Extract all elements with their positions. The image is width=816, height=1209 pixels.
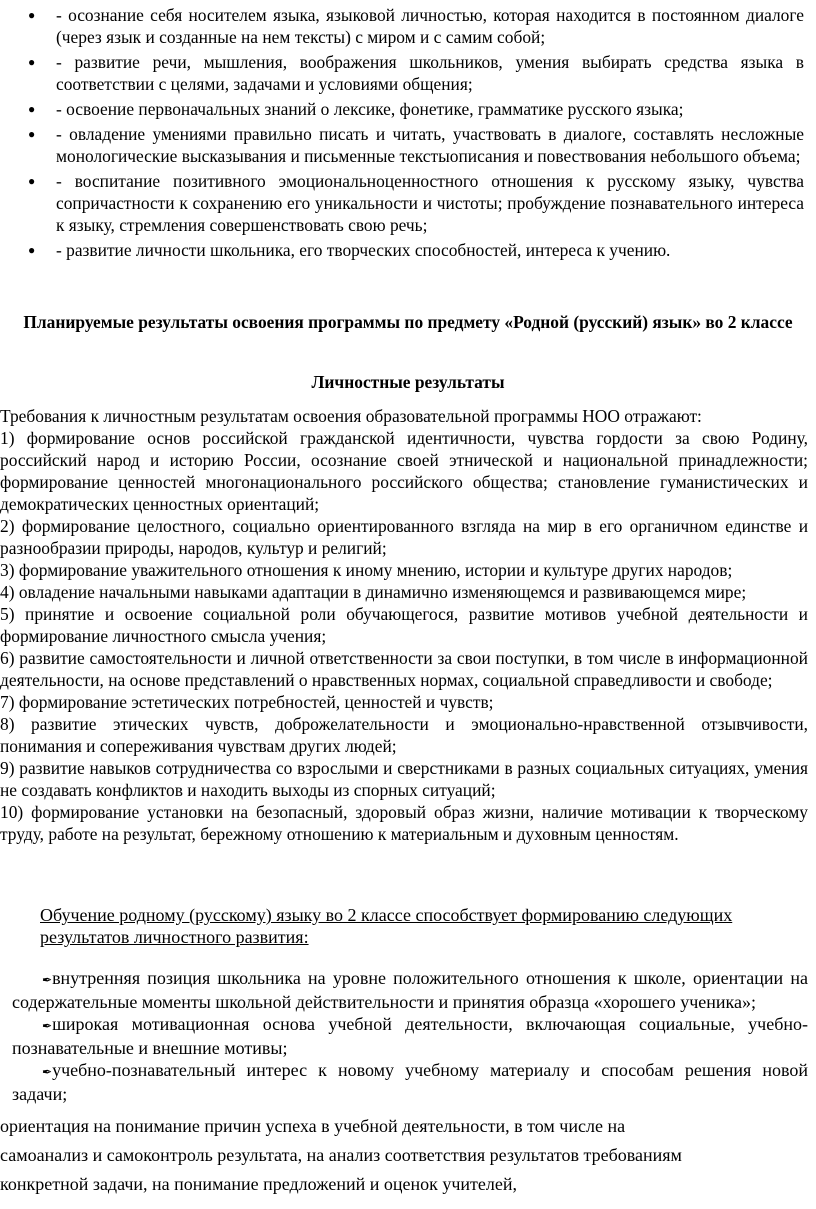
list-item-text: - развитие личности школьника, его творческих способностей, интереса к учению. — [56, 240, 671, 260]
list-item-text: - воспитание позитивного эмоциональноценностного отношения к русскому языку, чувства сопричастности к сохранению его уникальности и чистоты; пробуждение познавательного интереса к языку, стремления совершенствовать свою речь; — [56, 171, 804, 235]
results-list — [12, 967, 808, 1105]
list-item — [0, 51, 816, 95]
subsection-title: Личностные результаты — [311, 372, 505, 392]
list-item — [0, 239, 816, 261]
list-item — [0, 98, 816, 120]
text-line: ориентация на понимание причин успеха в учебной деятельности, в том числе на — [0, 1116, 626, 1136]
list-item-text: учебно-познавательный интерес к новому учебному материалу и способам решения новой задачи; — [12, 1060, 808, 1104]
list-item — [12, 1059, 808, 1105]
requirement-item: 9) развитие навыков сотрудничества со взрослыми и сверстниками в разных социальных ситуациях, умения не создавать конфликтов и находить выходы из спорных ситуаций; — [0, 758, 808, 800]
text-line: самоанализ и самоконтроль результата, на анализ соответствия результатов требованиям — [0, 1145, 682, 1165]
list-item-text: - развитие речи, мышления, воображения школьников, умения выбирать средства языка в соответствии с целями, задачами и условиями общения; — [56, 52, 804, 94]
section-title: Планируемые результаты освоения программы по предмету «Родной (русский) язык» во 2 классе — [23, 312, 793, 332]
list-item-text: широкая мотивационная основа учебной деятельности, включающая социальные, учебно-познавательные и внешние мотивы; — [12, 1014, 808, 1058]
requirement-item: 8) развитие этических чувств, доброжелательности и эмоционально-нравственной отзывчивости, понимания и сопереживания чувствам других людей; — [0, 714, 808, 756]
requirement-item: 1) формирование основ российской гражданской идентичности, чувства гордости за свою Родину, российский народ и историю России, осознание своей этнической и национальной принадлежности; формирование ценностей многонационального российского общества; становление гуманистических и демократических ценностных ориентаций; — [0, 428, 808, 514]
requirement-item: 2) формирование целостного, социально ориентированного взгляда на мир в его органичном единстве и разнообразии природы, народов, культур и религий; — [0, 516, 808, 558]
list-item — [12, 1013, 808, 1059]
continuation-text — [0, 1112, 800, 1199]
list-item — [0, 170, 816, 236]
requirement-item: 6) развитие самостоятельности и личной ответственности за свои поступки, в том числе в информационной деятельности, на основе представлений о нравственных нормах, социальной справедливости и свободе; — [0, 648, 808, 690]
bullet-icon: ● — [28, 102, 36, 116]
requirements-intro: Требования к личностным результатам освоения образовательной программы НОО отражают: — [0, 406, 702, 426]
requirement-item: 3) формирование уважительного отношения к иному мнению, истории и культуре других народов; — [0, 560, 733, 580]
requirement-item: 10) формирование установки на безопасный, здоровый образ жизни, наличие мотивации к творческому труду, работе на результат, бережному отношению к материальным и духовным ценностям. — [0, 802, 808, 844]
requirement-item: 4) овладение начальными навыками адаптации в динамично изменяющемся и развивающемся мире; — [0, 582, 747, 602]
goals-bullet-list — [0, 4, 816, 264]
pen-bullet-icon: ✒ — [42, 1019, 53, 1033]
text-line: конкретной задачи, на понимание предложений и оценок учителей, — [0, 1174, 518, 1194]
requirement-item: 7) формирование эстетических потребностей, ценностей и чувств; — [0, 692, 494, 712]
list-item-text: - освоение первоначальных знаний о лексике, фонетике, грамматике русского языка; — [56, 99, 684, 119]
bullet-icon: ● — [28, 55, 36, 69]
pen-bullet-icon: ✒ — [42, 973, 53, 987]
list-item — [12, 967, 808, 1013]
pen-bullet-icon: ✒ — [42, 1065, 53, 1079]
list-item-text: - осознание себя носителем языка, языковой личностью, которая находится в постоянном диалоге (через язык и созданные на нем тексты) с миром и с самим собой; — [56, 5, 804, 47]
list-item-text: внутренняя позиция школьника на уровне положительного отношения к школе, ориентации на содержательные моменты школьной действительности и принятия образца «хорошего ученика»; — [12, 968, 808, 1012]
list-item — [0, 123, 816, 167]
bullet-icon: ● — [28, 174, 36, 188]
bullet-icon: ● — [28, 243, 36, 257]
list-item — [0, 4, 816, 48]
list-item-text: - овладение умениями правильно писать и читать, участвовать в диалоге, составлять несложные монологические высказывания и письменные текстыописания и повествования небольшого объема; — [56, 124, 804, 166]
results-intro: Обучение родному (русскому) языку во 2 классе способствует формированию следующих результатов личностного развития: — [40, 905, 733, 947]
bullet-icon: ● — [28, 8, 36, 22]
bullet-icon: ● — [28, 127, 36, 141]
requirement-item: 5) принятие и освоение социальной роли обучающегося, развитие мотивов учебной деятельности и формирование личностного смысла учения; — [0, 604, 808, 646]
requirements-text — [0, 405, 808, 845]
